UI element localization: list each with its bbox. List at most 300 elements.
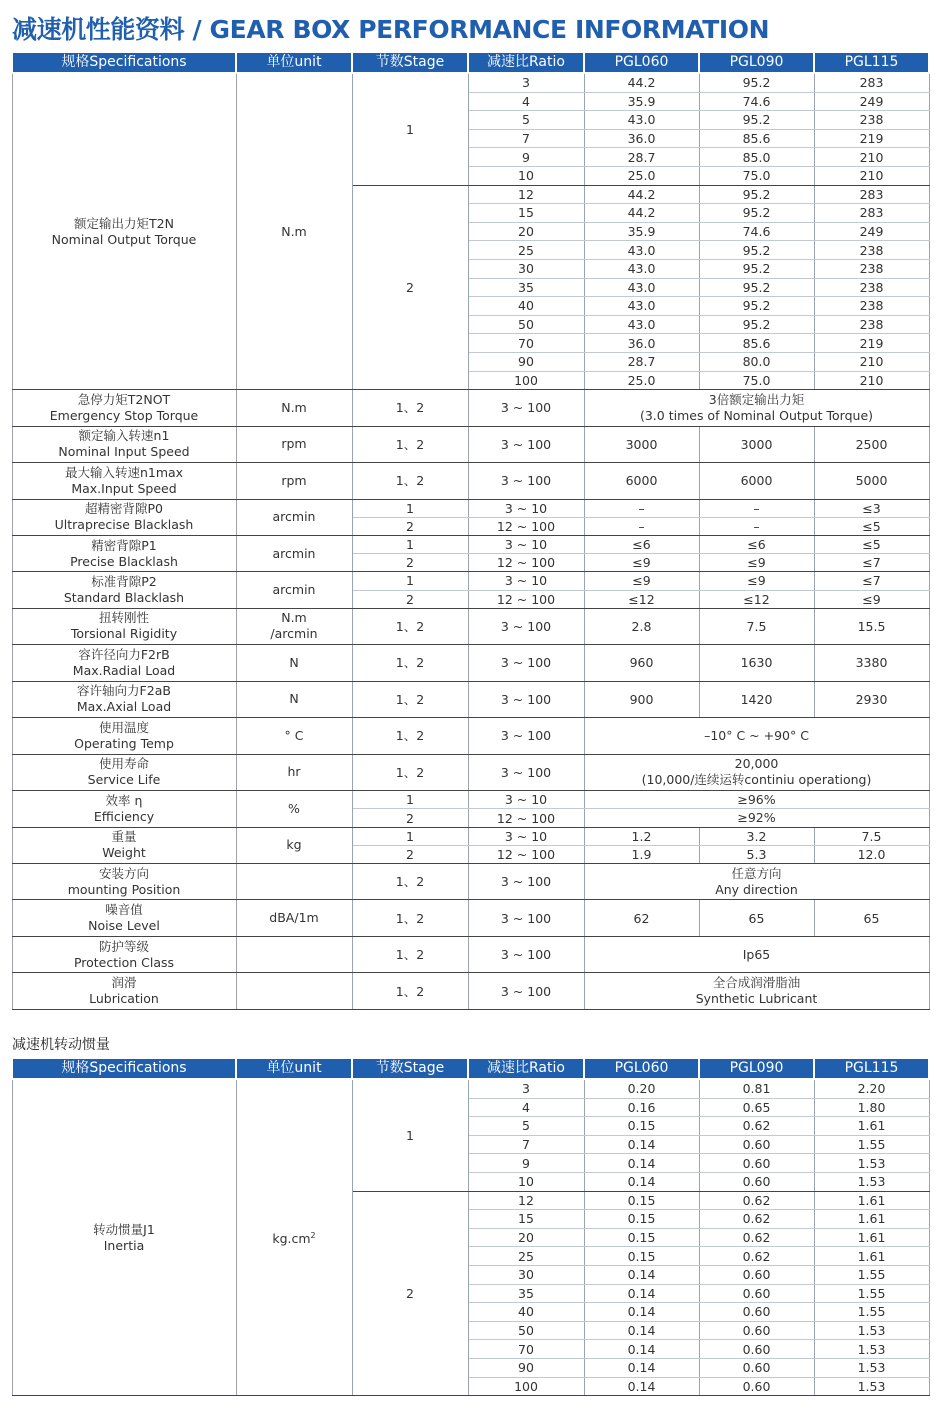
stage-cell: 1、2	[352, 390, 468, 427]
value-cell: 0.60	[699, 1303, 814, 1322]
value-cell: 1.55	[814, 1284, 929, 1303]
spec-label	[12, 973, 236, 1010]
spec-label	[12, 499, 236, 535]
ratio-cell: 3 ~ 100	[468, 463, 584, 500]
spec-name-cn: 防护等级	[98, 938, 149, 954]
table-row	[12, 499, 929, 517]
ratio-cell: 3	[468, 1079, 584, 1098]
unit-cell	[236, 645, 352, 682]
spec-label	[12, 681, 236, 718]
col-header-stage: 节数Stage	[352, 53, 468, 73]
stage-cell: 1、2	[352, 645, 468, 682]
value-cell: 249	[814, 92, 929, 111]
spec-label	[12, 463, 236, 500]
value-cell: 85.6	[699, 129, 814, 148]
unit-text: arcmin	[272, 509, 316, 525]
unit-text: rpm	[281, 472, 307, 488]
stage-cell: 1、2	[352, 863, 468, 900]
merged-value: ≥96%	[737, 791, 776, 807]
merged-value: Ip65	[742, 946, 771, 962]
value-cell: ≤12	[584, 590, 699, 608]
table-row	[12, 535, 929, 553]
ratio-cell: 70	[468, 334, 584, 353]
spec-name-en: Protection Class	[73, 954, 175, 970]
table-row	[12, 1079, 929, 1098]
value-cell: 238	[814, 315, 929, 334]
unit-cell	[236, 718, 352, 755]
ratio-cell: 25	[468, 1247, 584, 1266]
ratio-cell: 90	[468, 1358, 584, 1377]
spec-label	[12, 645, 236, 682]
spec-name-en: Torsional Rigidity	[70, 626, 178, 642]
value-cell: 1.61	[814, 1191, 929, 1210]
value-cell: 219	[814, 334, 929, 353]
ratio-cell: 100	[468, 1377, 584, 1396]
unit-text: hr	[287, 764, 301, 780]
ratio-cell: 9	[468, 148, 584, 167]
col-header-pgl060: PGL060	[584, 53, 699, 73]
merged-value-line2: (3.0 times of Nominal Output Torque)	[639, 407, 874, 423]
value-cell: 1.53	[814, 1340, 929, 1359]
ratio-cell: 3 ~ 10	[468, 499, 584, 517]
merged-value: 全合成润滑脂油	[712, 975, 801, 991]
header-row	[12, 53, 929, 73]
ratio-cell: 5	[468, 111, 584, 130]
unit-text: N	[289, 654, 299, 670]
value-cell: 0.14	[584, 1284, 699, 1303]
stage-cell: 1	[352, 499, 468, 517]
value-cell: 0.14	[584, 1154, 699, 1173]
value-cell: 43.0	[584, 241, 699, 260]
spec-name-cn: 容许径向力F2rB	[78, 646, 170, 662]
value-cell: 3000	[699, 426, 814, 463]
ratio-cell: 5	[468, 1117, 584, 1136]
spec-name-cn: 容许轴向力F2aB	[77, 683, 171, 699]
ratio-cell: 7	[468, 129, 584, 148]
spec-name-en: Inertia	[103, 1237, 145, 1253]
value-cell: 0.15	[584, 1210, 699, 1229]
value-cell: ≤5	[814, 517, 929, 535]
value-cell: 2500	[814, 426, 929, 463]
value-cell: ≤7	[814, 554, 929, 572]
value-cell: 210	[814, 148, 929, 167]
stage-cell: 2	[352, 554, 468, 572]
unit-text: N.m	[281, 399, 307, 415]
value-cell: 3380	[814, 645, 929, 682]
value-cell: 0.60	[699, 1377, 814, 1396]
unit-cell	[236, 827, 352, 863]
spec-name-cn: 安装方向	[98, 865, 149, 881]
unit-cell	[236, 390, 352, 427]
unit-text-line2: /arcmin	[270, 626, 318, 642]
ratio-cell: 9	[468, 1154, 584, 1173]
stage-cell: 1	[352, 572, 468, 590]
value-cell: 95.2	[699, 315, 814, 334]
unit-cell	[236, 463, 352, 500]
value-cell: 238	[814, 111, 929, 130]
stage-cell: 1、2	[352, 973, 468, 1010]
value-cell: 0.14	[584, 1321, 699, 1340]
value-cell: 0.14	[584, 1265, 699, 1284]
spec-name-cn: 额定输出力矩T2N	[74, 215, 174, 231]
ratio-cell: 4	[468, 92, 584, 111]
ratio-cell: 3 ~ 100	[468, 718, 584, 755]
unit-cell	[236, 863, 352, 900]
unit-superscript: 2	[310, 1231, 316, 1241]
value-cell: 95.2	[699, 204, 814, 223]
table-row	[12, 73, 929, 92]
spec-label	[12, 535, 236, 571]
value-cell: 1.55	[814, 1135, 929, 1154]
table-row	[12, 754, 929, 791]
unit-cell	[236, 973, 352, 1010]
ratio-cell: 3 ~ 100	[468, 973, 584, 1010]
value-cell: 35.9	[584, 222, 699, 241]
col-header-pgl090: PGL090	[699, 1059, 814, 1079]
value-cell: 210	[814, 166, 929, 185]
value-cell: 0.14	[584, 1377, 699, 1396]
value-cell: 0.60	[699, 1265, 814, 1284]
value-cell: –	[584, 499, 699, 517]
unit-text: arcmin	[272, 545, 316, 561]
merged-value: –10° C ~ +90° C	[704, 727, 809, 743]
col-header-stage: 节数Stage	[352, 1059, 468, 1079]
table-row	[12, 426, 929, 463]
ratio-cell: 7	[468, 1135, 584, 1154]
value-cell: 1.2	[584, 827, 699, 845]
merged-value-cell	[584, 390, 929, 427]
value-cell: 2.20	[814, 1079, 929, 1098]
unit-text: ° C	[284, 727, 304, 743]
value-cell: 25.0	[584, 371, 699, 390]
value-cell: 15.5	[814, 608, 929, 645]
value-cell: 43.0	[584, 297, 699, 316]
col-header-pgl090: PGL090	[699, 53, 814, 73]
value-cell: 238	[814, 259, 929, 278]
ratio-cell: 50	[468, 1321, 584, 1340]
value-cell: ≤9	[584, 572, 699, 590]
stage-cell: 2	[352, 185, 468, 390]
ratio-cell: 30	[468, 259, 584, 278]
value-cell: 43.0	[584, 315, 699, 334]
unit-text: N.m	[281, 224, 307, 240]
ratio-cell: 3 ~ 100	[468, 863, 584, 900]
table-row	[12, 608, 929, 645]
value-cell: 0.20	[584, 1079, 699, 1098]
value-cell: 43.0	[584, 278, 699, 297]
unit-text: %	[288, 800, 300, 816]
inertia-subtitle: 减速机转动惯量	[12, 1037, 110, 1053]
unit-text: N.m	[281, 610, 307, 626]
value-cell: 0.60	[699, 1172, 814, 1191]
spec-label	[12, 390, 236, 427]
ratio-cell: 3 ~ 10	[468, 535, 584, 553]
value-cell: 0.14	[584, 1303, 699, 1322]
spec-label	[12, 900, 236, 937]
unit-cell	[236, 535, 352, 571]
ratio-cell: 100	[468, 371, 584, 390]
ratio-cell: 70	[468, 1340, 584, 1359]
spec-name-en: Emergency Stop Torque	[49, 407, 199, 423]
ratio-cell: 25	[468, 241, 584, 260]
spec-name-cn: 重量	[111, 829, 137, 845]
merged-value: 任意方向	[731, 865, 782, 881]
value-cell: 7.5	[814, 827, 929, 845]
unit-text: kg	[286, 837, 302, 853]
value-cell: 80.0	[699, 352, 814, 371]
value-cell: 44.2	[584, 185, 699, 204]
merged-value-line2: Any direction	[715, 881, 798, 897]
stage-cell: 1	[352, 791, 468, 809]
value-cell: 0.81	[699, 1079, 814, 1098]
performance-table	[11, 53, 930, 1010]
value-cell: 95.2	[699, 259, 814, 278]
value-cell: 238	[814, 297, 929, 316]
unit-cell	[236, 754, 352, 791]
value-cell: 0.16	[584, 1098, 699, 1117]
merged-value-cell	[584, 936, 929, 973]
value-cell: ≤9	[699, 554, 814, 572]
ratio-cell: 3	[468, 73, 584, 92]
spec-label	[12, 936, 236, 973]
value-cell: ≤6	[584, 535, 699, 553]
value-cell: 74.6	[699, 92, 814, 111]
value-cell: 283	[814, 185, 929, 204]
merged-value: ≥92%	[737, 810, 776, 825]
value-cell: ≤7	[814, 572, 929, 590]
value-cell: 43.0	[584, 259, 699, 278]
unit-text: N	[289, 691, 299, 707]
table-row	[12, 791, 929, 809]
spec-name-en: Nominal Input Speed	[58, 444, 190, 460]
ratio-cell: 12	[468, 185, 584, 204]
spec-name-cn: 润滑	[111, 975, 137, 991]
ratio-cell: 35	[468, 1284, 584, 1303]
value-cell: –	[699, 499, 814, 517]
value-cell: 12.0	[814, 845, 929, 863]
spec-label	[12, 608, 236, 645]
ratio-cell: 20	[468, 1228, 584, 1247]
spec-name-cn: 精密背隙P1	[91, 537, 157, 553]
unit-text: arcmin	[272, 582, 316, 598]
merged-value-line2: Synthetic Lubricant	[695, 991, 818, 1007]
ratio-cell: 35	[468, 278, 584, 297]
value-cell: 65	[699, 900, 814, 937]
ratio-cell: 40	[468, 1303, 584, 1322]
spec-label	[12, 73, 236, 390]
value-cell: 85.0	[699, 148, 814, 167]
ratio-cell: 50	[468, 315, 584, 334]
ratio-cell: 12	[468, 1191, 584, 1210]
value-cell: –	[584, 517, 699, 535]
value-cell: 0.15	[584, 1228, 699, 1247]
col-header-pgl115: PGL115	[814, 53, 929, 73]
spec-name-cn: 额定输入转速n1	[78, 428, 170, 444]
merged-value-cell	[584, 973, 929, 1010]
value-cell: 95.2	[699, 297, 814, 316]
value-cell: ≤9	[699, 572, 814, 590]
value-cell: ≤9	[814, 590, 929, 608]
stage-cell: 2	[352, 809, 468, 827]
spec-name-cn: 急停力矩T2NOT	[77, 391, 171, 407]
unit-cell	[236, 681, 352, 718]
merged-value-cell	[584, 754, 929, 791]
merged-value: 3倍额定输出力矩	[708, 391, 805, 407]
spec-name-en: Standard Blacklash	[63, 590, 185, 606]
value-cell: 2.8	[584, 608, 699, 645]
value-cell: 75.0	[699, 371, 814, 390]
value-cell: 900	[584, 681, 699, 718]
value-cell: 74.6	[699, 222, 814, 241]
ratio-cell: 3 ~ 100	[468, 900, 584, 937]
value-cell: 65	[814, 900, 929, 937]
value-cell: 6000	[699, 463, 814, 500]
ratio-cell: 30	[468, 1265, 584, 1284]
value-cell: 1420	[699, 681, 814, 718]
value-cell: 95.2	[699, 111, 814, 130]
stage-cell: 1、2	[352, 426, 468, 463]
value-cell: 28.7	[584, 352, 699, 371]
unit-cell	[236, 426, 352, 463]
merged-value-cell	[584, 718, 929, 755]
col-header-spec: 规格Specifications	[12, 1059, 236, 1079]
value-cell: 210	[814, 371, 929, 390]
col-header-unit: 单位unit	[236, 1059, 352, 1079]
value-cell: 62	[584, 900, 699, 937]
ratio-cell: 10	[468, 166, 584, 185]
table-row	[12, 572, 929, 590]
ratio-cell: 3 ~ 100	[468, 754, 584, 791]
value-cell: 0.14	[584, 1358, 699, 1377]
value-cell: 238	[814, 241, 929, 260]
merged-value-cell	[584, 863, 929, 900]
ratio-cell: 10	[468, 1172, 584, 1191]
spec-label	[12, 827, 236, 863]
stage-cell: 2	[352, 1191, 468, 1396]
value-cell: 0.60	[699, 1358, 814, 1377]
spec-label	[12, 718, 236, 755]
table-row	[12, 827, 929, 845]
table-row	[12, 718, 929, 755]
value-cell: 2930	[814, 681, 929, 718]
value-cell: 0.60	[699, 1284, 814, 1303]
stage-cell: 1、2	[352, 681, 468, 718]
value-cell: 283	[814, 73, 929, 92]
value-cell: 25.0	[584, 166, 699, 185]
value-cell: –	[699, 517, 814, 535]
value-cell: 0.15	[584, 1247, 699, 1266]
value-cell: 1.61	[814, 1117, 929, 1136]
value-cell: 6000	[584, 463, 699, 500]
ratio-cell: 90	[468, 352, 584, 371]
value-cell: 1.53	[814, 1377, 929, 1396]
value-cell: 1.61	[814, 1228, 929, 1247]
table-row	[12, 390, 929, 427]
value-cell: 36.0	[584, 129, 699, 148]
value-cell: 0.60	[699, 1340, 814, 1359]
unit-cell	[236, 499, 352, 535]
ratio-cell: 3 ~ 10	[468, 791, 584, 809]
page-title: 减速机性能资料 / GEAR BOX PERFORMANCE INFORMATION	[12, 15, 770, 44]
value-cell: 75.0	[699, 166, 814, 185]
value-cell: ≤12	[699, 590, 814, 608]
ratio-cell: 3 ~ 100	[468, 426, 584, 463]
value-cell: ≤3	[814, 499, 929, 517]
ratio-cell: 20	[468, 222, 584, 241]
spec-name-en: mounting Position	[67, 881, 181, 897]
value-cell: 36.0	[584, 334, 699, 353]
stage-cell: 2	[352, 517, 468, 535]
value-cell: 238	[814, 278, 929, 297]
value-cell: 249	[814, 222, 929, 241]
value-cell: 0.62	[699, 1191, 814, 1210]
value-cell: 1.53	[814, 1321, 929, 1340]
value-cell: 1.53	[814, 1172, 929, 1191]
value-cell: 0.62	[699, 1247, 814, 1266]
spec-name-en: Max.Input Speed	[71, 480, 177, 496]
value-cell: 0.14	[584, 1135, 699, 1154]
table-row	[12, 900, 929, 937]
spec-name-en: Noise Level	[88, 918, 160, 934]
value-cell: 85.6	[699, 334, 814, 353]
ratio-cell: 12 ~ 100	[468, 809, 584, 827]
value-cell: 5000	[814, 463, 929, 500]
spec-name-cn: 效率 η	[105, 792, 143, 808]
merged-value-cell	[584, 791, 929, 809]
spec-name-en: Max.Radial Load	[72, 662, 176, 678]
table-row	[12, 681, 929, 718]
unit-cell	[236, 73, 352, 390]
table-row	[12, 936, 929, 973]
value-cell: 0.62	[699, 1117, 814, 1136]
value-cell: 44.2	[584, 73, 699, 92]
ratio-cell: 3 ~ 100	[468, 936, 584, 973]
ratio-cell: 12 ~ 100	[468, 554, 584, 572]
value-cell: 0.60	[699, 1135, 814, 1154]
value-cell: 219	[814, 129, 929, 148]
col-header-pgl060: PGL060	[584, 1059, 699, 1079]
unit-text: kg.cm	[272, 1231, 311, 1247]
value-cell: 283	[814, 204, 929, 223]
ratio-cell: 3 ~ 100	[468, 645, 584, 682]
value-cell: 210	[814, 352, 929, 371]
ratio-cell: 3 ~ 10	[468, 572, 584, 590]
unit-cell	[236, 936, 352, 973]
spec-name-en: Max.Axial Load	[76, 699, 172, 715]
stage-cell: 1、2	[352, 608, 468, 645]
spec-label	[12, 791, 236, 827]
value-cell: 5.3	[699, 845, 814, 863]
stage-cell: 1	[352, 73, 468, 185]
table-row	[12, 463, 929, 500]
table-row	[12, 645, 929, 682]
merged-value-cell	[584, 809, 929, 827]
table-row	[12, 863, 929, 900]
ratio-cell: 4	[468, 1098, 584, 1117]
value-cell: 0.62	[699, 1210, 814, 1229]
value-cell: 1.61	[814, 1247, 929, 1266]
col-header-spec: 规格Specifications	[12, 53, 236, 73]
spec-name-en: Efficiency	[93, 808, 155, 824]
spec-label	[12, 754, 236, 791]
value-cell: 28.7	[584, 148, 699, 167]
value-cell: 0.65	[699, 1098, 814, 1117]
spec-name-en: Ultraprecise Blacklash	[54, 517, 194, 533]
value-cell: 95.2	[699, 241, 814, 260]
value-cell: 0.14	[584, 1172, 699, 1191]
value-cell: 7.5	[699, 608, 814, 645]
unit-text: dBA/1m	[269, 910, 319, 926]
